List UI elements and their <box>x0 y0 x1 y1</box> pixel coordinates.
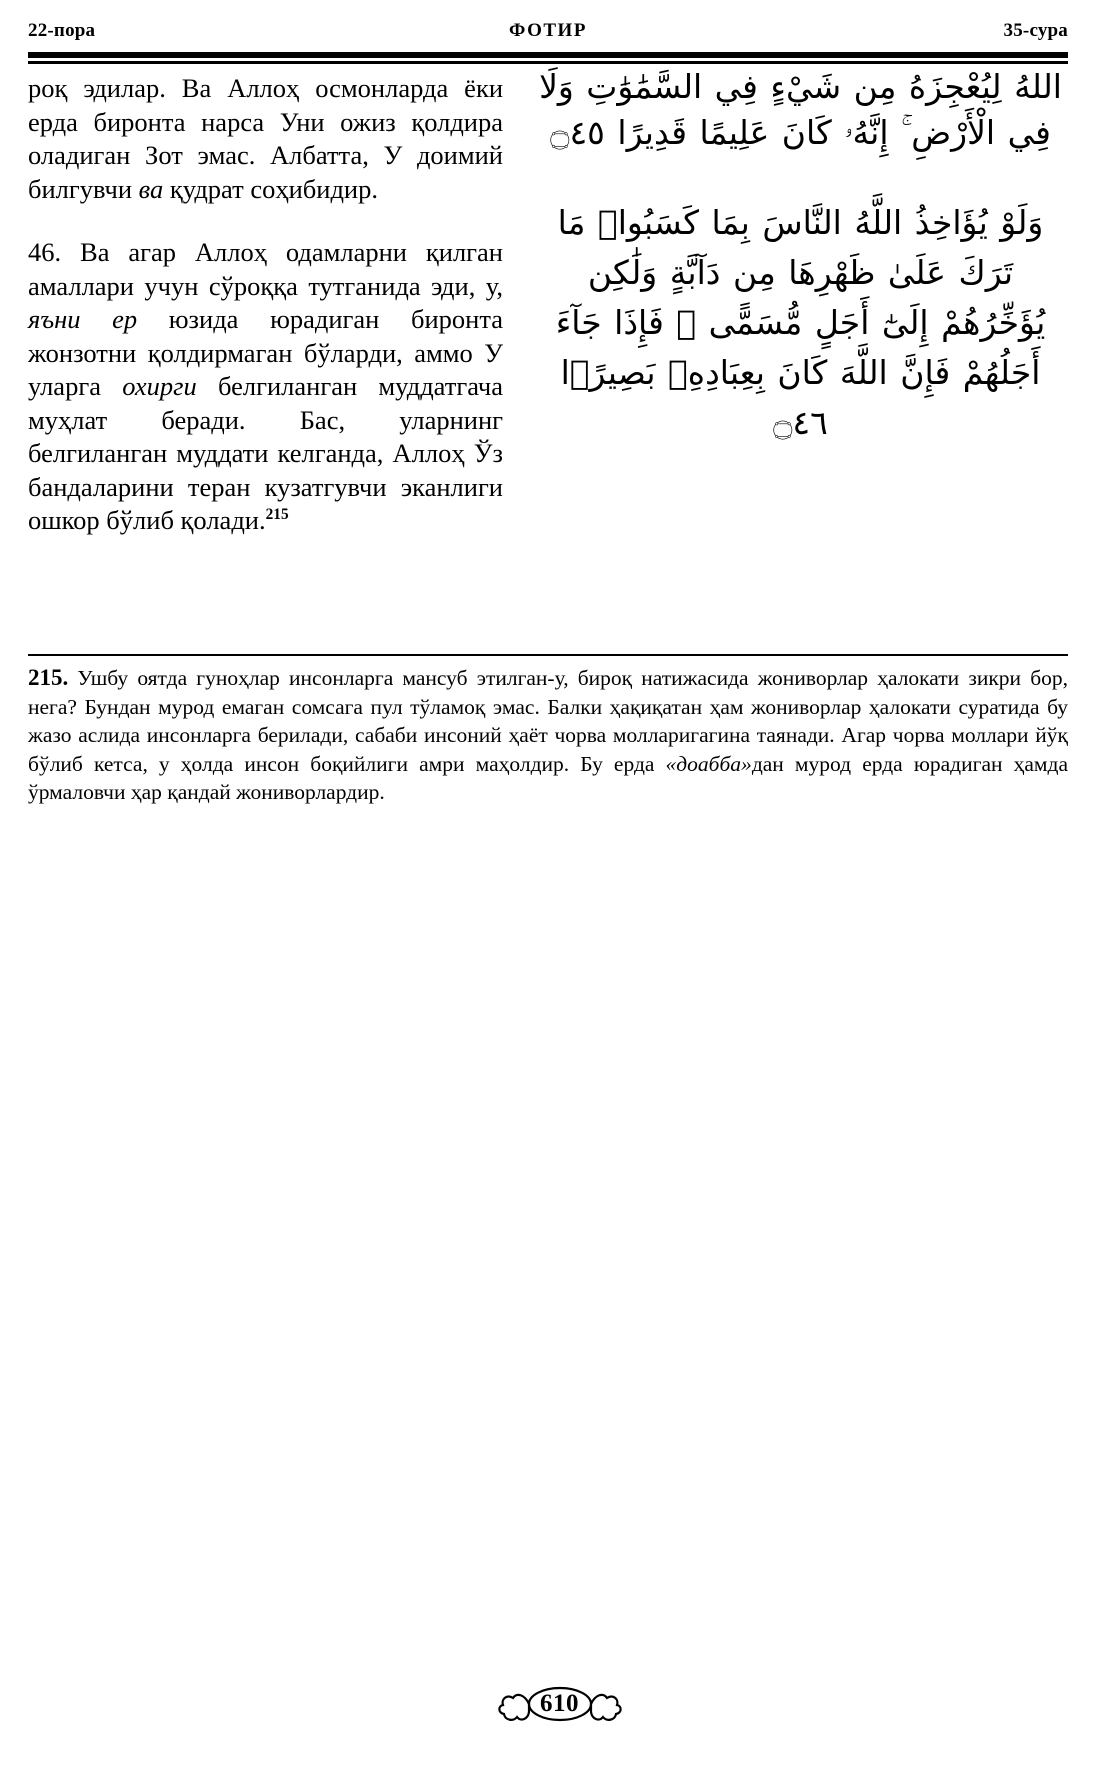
running-head-surah-number: 35-сура <box>1003 20 1068 41</box>
verse-46-paragraph <box>28 236 503 538</box>
translation-column <box>28 72 503 538</box>
verse-46-italic-2: охирги <box>122 371 197 401</box>
paragraph-continued-text: роқ эдилар. Ва Аллоҳ осмонларда ёки ерда биронта нарса Уни ожиз қолдира оладиган Зот эмас. Албатта, У доимий билгувчи <box>28 73 503 204</box>
footnote-text-italic: «доабба» <box>665 751 752 776</box>
paragraph-continued-italic: ва <box>138 173 164 204</box>
paragraph-continued <box>28 72 503 206</box>
footnote-divider <box>28 654 1068 656</box>
footnote-text-a: Ушбу оятда гуноҳлар инсонларга мансуб этилган-у, бироқ натижасида жониворлар ҳалокати зикри бор, нега? Бундан мурод емаган сомсага пул тўламоқ эмас. Балки ҳақиқатан ҳам жониворлар ҳалокати суратида бу жазо аслида инсонларга берилади, сабаби инсоний ҳаёт чорва молларигагина таянади. Агар чорва моллари йўқ бўлиб кетса, у ҳолда инсон боқийлиги амри маҳолдир. Бу ерда <box>28 666 1069 776</box>
footnote-reference-215[interactable]: 215 <box>265 506 289 524</box>
arabic-column <box>533 64 1068 448</box>
footnote-block <box>28 664 1068 807</box>
verse-46-text-c: белгиланган муддатгача муҳлат беради. Бас, уларнинг белгиланган муддати келганда, Аллоҳ Ўз бандаларини теран кузатгувчи эканлиги ошкор бўлиб қолади. <box>28 371 503 535</box>
verse-46-text-b: юзида юрадиган биронта жонзотни қолдирмаган бўларди, аммо У уларга <box>28 304 504 401</box>
running-head-juz: 22-пора <box>28 20 96 41</box>
page-number-ornament <box>498 1678 622 1730</box>
running-head-surah-title: ФОТИР <box>509 20 587 41</box>
page-number-area <box>0 1672 1119 1736</box>
header-divider <box>28 52 1068 64</box>
verse-46-text-a: 46. Ва агар Аллоҳ одамларни қилган амаллари учун сўроққа тутганида эди, у, <box>28 237 503 301</box>
paragraph-continued-tail: қудрат соҳибидир. <box>163 173 378 204</box>
footnote-text-b: дан мурод ерда юрадиган ҳамда ўрмаловчи ҳар қандай жониворлардир. <box>28 751 1068 804</box>
page-number-text: 610 <box>540 1690 579 1717</box>
ayah-46-arabic: وَلَوْ يُؤَاخِذُ اللَّهُ النَّاسَ بِمَا كَسَبُوا۟ مَا تَرَكَ عَلَىٰ ظَهْرِهَا مِن دَآبَّةٍ وَلَٰكِن يُؤَخِّرُهُمْ إِلَىٰٓ أَجَلٍ مُّسَمًّى ۖ فَإِذَا جَآءَ أَجَلُهُمْ فَإِنَّ اللَّهَ كَانَ بِعِبَادِهِۦ بَصِيرًۢا ۝٤٦ <box>555 203 1046 442</box>
ayah-45-arabic: اللهُ لِيُعْجِزَهُ مِن شَيْءٍ فِي السَّمَٰوَٰتِ وَلَا فِي الْأَرْضِ ۚ إِنَّهُۥ كَانَ عَلِيمًا قَدِيرًا ۝٤٥ <box>539 67 1062 152</box>
footnote-number: 215. <box>28 665 69 690</box>
running-head <box>28 20 1068 50</box>
verse-46-italic-1: яъни ер <box>28 304 138 334</box>
